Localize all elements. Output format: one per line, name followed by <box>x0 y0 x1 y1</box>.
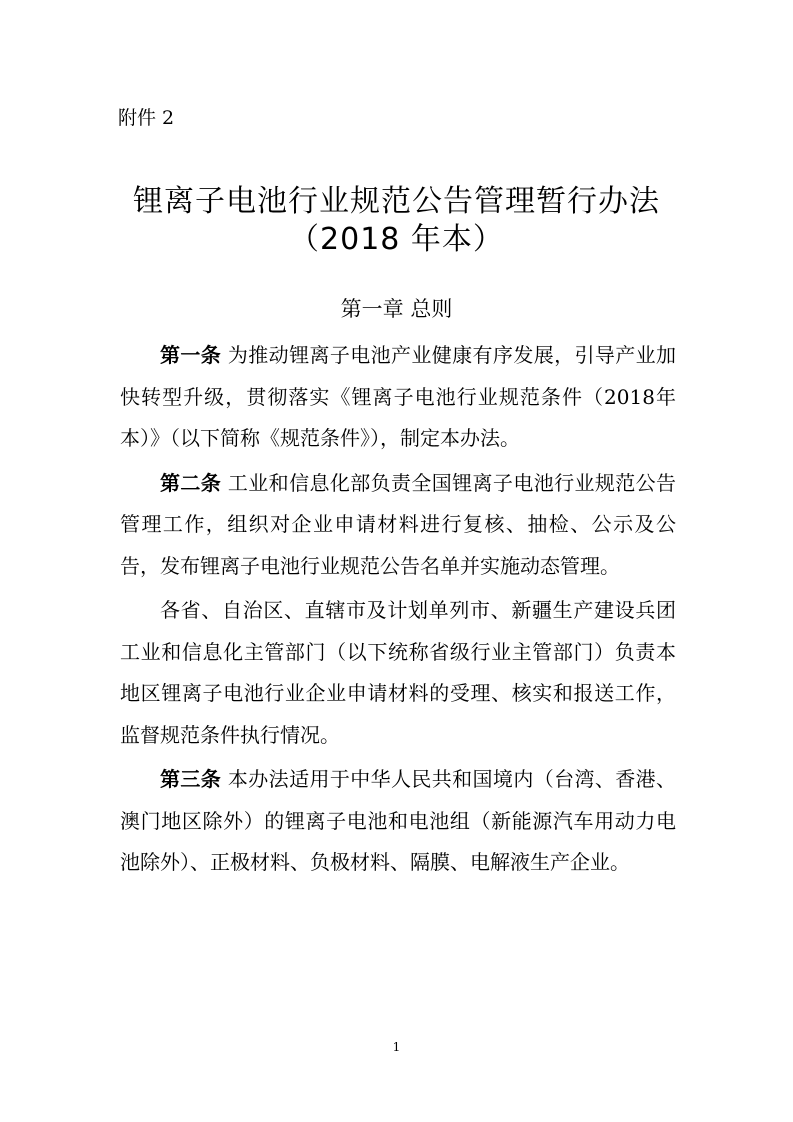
document-body <box>120 335 676 887</box>
page-number: 1 <box>392 1040 401 1054</box>
article-text: 各省、自治区、直辖市及计划单列市、新疆生产建设兵团工业和信息化主管部门（以下统称省级行业主管部门）负责本地区锂离子电池行业企业申请材料的受理、核实和报送工作，监督规范条件执行情况。 <box>120 598 676 747</box>
article-lead: 第三条 <box>160 767 222 791</box>
document-edition: （2018 年本） <box>289 222 504 257</box>
article-lead: 第二条 <box>160 470 222 495</box>
article-text: 为推动锂离子电池产业健康有序发展，引导产业加快转型升级，贯彻落实《锂离子电池行业规范条件（2018年本）》（以下简称《规范条件》），制定本办法。 <box>120 343 677 450</box>
chapter-heading: 第一章 总则 <box>340 297 453 321</box>
article-2-continued <box>120 590 676 756</box>
article-lead: 第一条 <box>160 343 222 367</box>
article-text: 本办法适用于中华人民共和国境内（台湾、香港、澳门地区除外）的锂离子电池和电池组（新能源汽车用动力电池除外）、正极材料、负极材料、隔膜、电解液生产企业。 <box>120 767 677 874</box>
article-2 <box>120 463 676 588</box>
article-3 <box>120 759 676 884</box>
document-title: 锂离子电池行业规范公告管理暂行办法 <box>133 184 660 219</box>
article-1 <box>120 335 676 460</box>
article-text: 工业和信息化部负责全国锂离子电池行业规范公告管理工作，组织对企业申请材料进行复核、抽检、公示及公告，发布锂离子电池行业规范公告名单并实施动态管理。 <box>120 470 677 578</box>
attachment-label: 附件 2 <box>118 107 175 129</box>
